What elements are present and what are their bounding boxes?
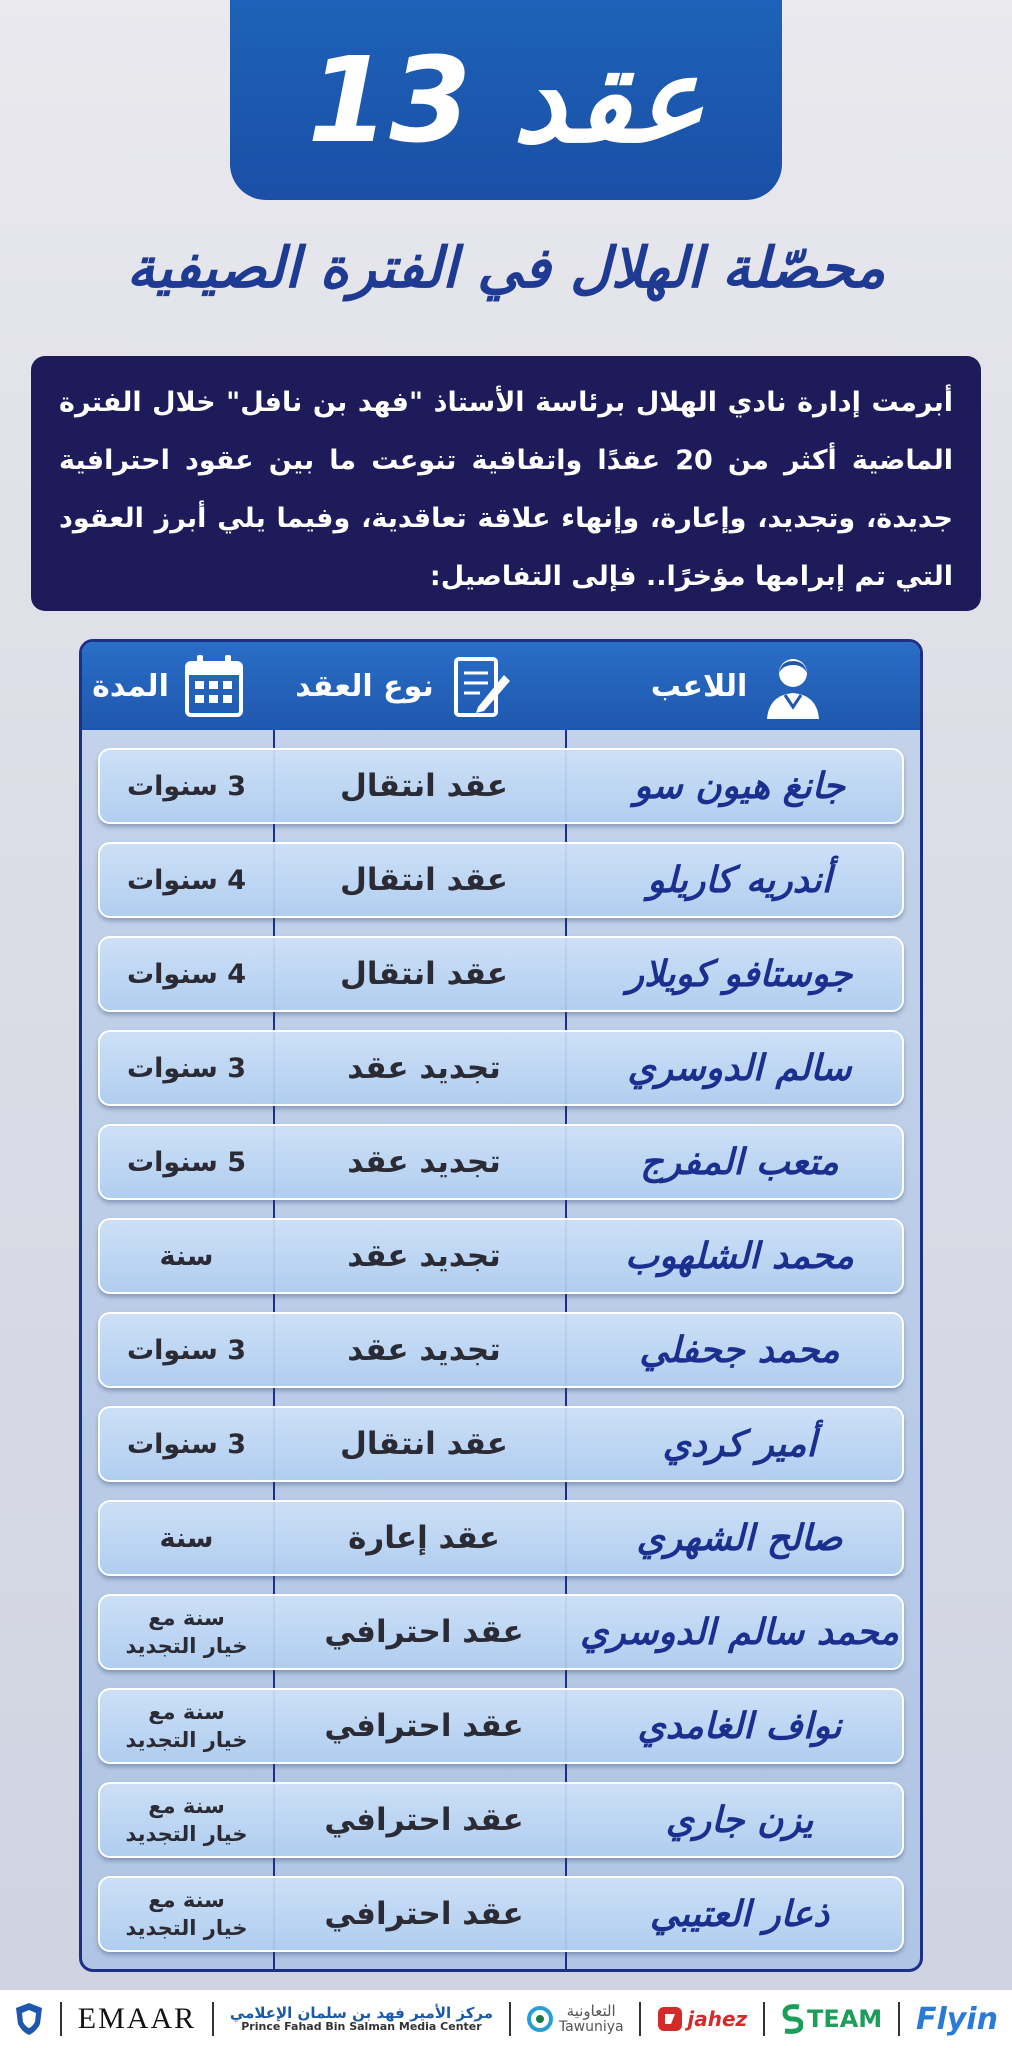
contract-duration: سنة مع خيار التجديد: [125, 1700, 248, 1752]
table-row: [98, 748, 904, 824]
table-row: [98, 1030, 904, 1106]
contract-duration: 3 سنوات: [126, 770, 247, 802]
table-row: [98, 1688, 904, 1764]
table-row: [98, 1500, 904, 1576]
table-row: [98, 1218, 904, 1294]
intro-paragraph: أبرمت إدارة نادي الهلال برئاسة الأستاذ "فهد بن نافل" خلال الفترة الماضية أكثر من 20 عقدًا واتفاقية تنوعت ما بين عقود احترافية جديدة، وتجديد، وإعارة، وإنهاء علاقة تعاقدية، وفيما يلي أبرز العقود التي تم إبرامها مؤخرًا.. فإلى التفاصيل:: [31, 356, 981, 611]
player-name: محمد سالم الدوسري: [580, 1611, 899, 1653]
contract-duration: سنة مع خيار التجديد: [125, 1794, 248, 1846]
player-name: يزن جاري: [665, 1799, 814, 1841]
contract-duration: سنة: [159, 1240, 214, 1272]
table-row: [98, 936, 904, 1012]
banner-title: 13 عقد: [307, 31, 705, 169]
header-type-label: نوع العقد: [295, 668, 434, 704]
table-row: [98, 1406, 904, 1482]
header-duration: [82, 642, 255, 730]
contract-duration: 3 سنوات: [126, 1052, 247, 1084]
table-row: [98, 1876, 904, 1952]
contract-type: عقد انتقال: [340, 768, 508, 804]
table-row: [98, 1782, 904, 1858]
player-name: محمد جحفلي: [639, 1329, 840, 1371]
team-icon: [781, 2003, 803, 2035]
contract-type: عقد إعارة: [348, 1520, 500, 1556]
contract-type: عقد احترافي: [324, 1708, 524, 1744]
contracts-table: [79, 639, 923, 1972]
contract-type: عقد احترافي: [324, 1614, 524, 1650]
player-name: أمير كردي: [662, 1423, 817, 1465]
player-name: سالم الدوسري: [627, 1047, 852, 1089]
contract-duration: 4 سنوات: [126, 958, 247, 990]
contract-type: تجديد عقد: [347, 1238, 501, 1274]
footer-divider: [212, 2002, 214, 2036]
jahez-logo: jahez: [657, 2006, 747, 2032]
contract-duration: سنة مع خيار التجديد: [125, 1888, 248, 1940]
player-name: محمد الشلهوب: [625, 1235, 854, 1277]
header-player-label: اللاعب: [650, 668, 748, 704]
table-row: [98, 1124, 904, 1200]
player-name: نواف الغامدي: [637, 1705, 842, 1747]
contract-type: تجديد عقد: [347, 1144, 501, 1180]
contract-duration: 4 سنوات: [126, 864, 247, 896]
player-name: جانغ هيون سو: [633, 765, 846, 807]
table-row: [98, 1594, 904, 1670]
table-row: [98, 1312, 904, 1388]
footer-divider: [763, 2002, 765, 2036]
contract-duration: 3 سنوات: [126, 1428, 247, 1460]
team-logo: TEAM: [781, 2003, 882, 2035]
player-name: أندريه كاريلو: [647, 859, 832, 901]
contract-type: عقد احترافي: [324, 1896, 524, 1932]
contract-type: تجديد عقد: [347, 1332, 501, 1368]
sponsors-footer: [0, 1990, 1012, 2048]
player-name: ذعار العتيبي: [649, 1893, 830, 1935]
table-header: [82, 642, 920, 730]
footer-divider: [898, 2002, 900, 2036]
title-banner: [230, 0, 782, 200]
jahez-icon: [657, 2006, 683, 2032]
contract-type: عقد انتقال: [340, 1426, 508, 1462]
table-row: [98, 842, 904, 918]
flyin-logo: Flyin: [915, 2001, 998, 2037]
contract-type: عقد انتقال: [340, 956, 508, 992]
player-name: جوستافو كويلار: [626, 953, 853, 995]
emaar-logo: EMAAR: [77, 2002, 197, 2035]
contract-duration: 5 سنوات: [126, 1146, 247, 1178]
header-player: [552, 642, 923, 730]
person-icon: [761, 651, 825, 721]
contract-type: عقد انتقال: [340, 862, 508, 898]
contract-duration: سنة: [159, 1522, 214, 1554]
calendar-icon: [183, 653, 245, 719]
header-type: [255, 642, 552, 730]
club-logo: [14, 2002, 44, 2036]
contract-duration: 3 سنوات: [126, 1334, 247, 1366]
header-duration-label: المدة: [92, 668, 169, 704]
footer-divider: [639, 2002, 641, 2036]
contract-duration: سنة مع خيار التجديد: [125, 1606, 248, 1658]
tawuniya-icon: [527, 2006, 553, 2032]
page-subtitle: محصّلة الهلال في الفترة الصيفية: [126, 236, 886, 301]
contract-type: تجديد عقد: [347, 1050, 501, 1086]
footer-divider: [509, 2002, 511, 2036]
contract-type: عقد احترافي: [324, 1802, 524, 1838]
contract-icon: [448, 651, 512, 721]
media-center-logo: مركز الأمير فهد بن سلمان الإعلامي Prince Fahad Bin Salman Media Center: [229, 2003, 494, 2034]
footer-divider: [60, 2002, 62, 2036]
player-name: صالح الشهري: [636, 1517, 843, 1559]
tawuniya-logo: التعاونية Tawuniya: [527, 2003, 624, 2035]
player-name: متعب المفرج: [640, 1141, 839, 1183]
